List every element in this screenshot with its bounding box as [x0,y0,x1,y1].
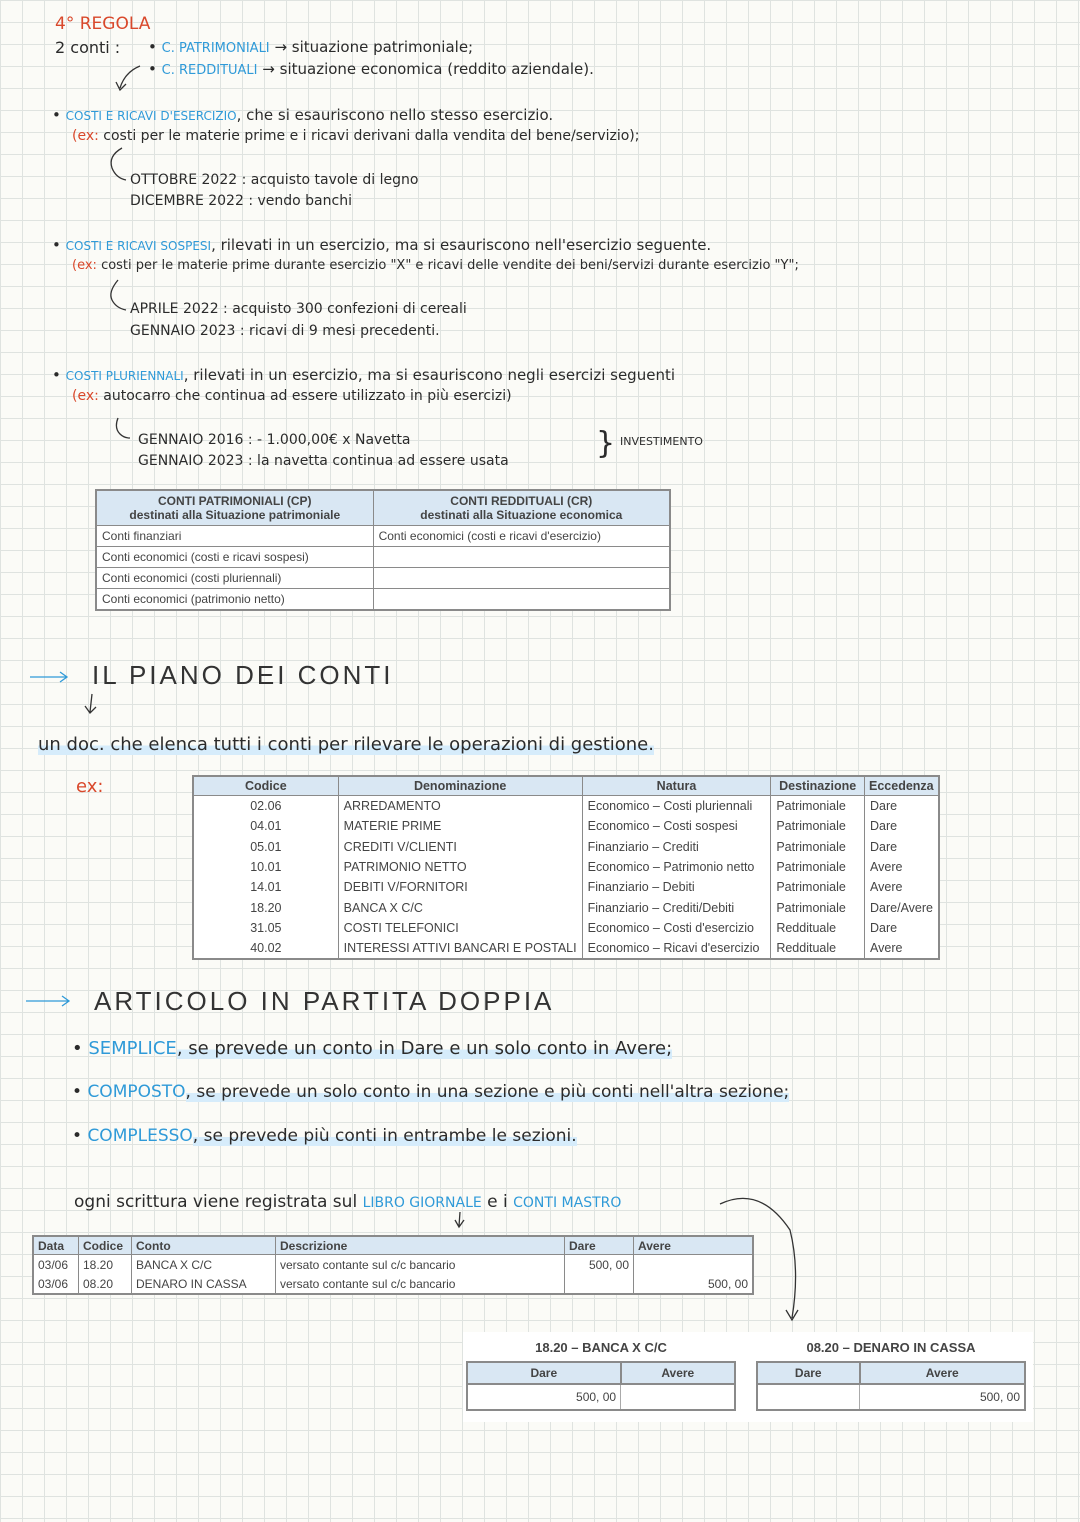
cp-label: C. PATRIMONIALI [161,41,270,56]
ex-label: (ex: [72,258,97,273]
item-head: COSTI E RICAVI SOSPESI [65,239,212,253]
brace-label: INVESTIMENTO [620,435,703,448]
col-header: CONTI REDDITUALI (CR) destinati alla Situazione economica [373,490,670,526]
col-header: Eccedenza [865,776,940,796]
piano-table-wrapper [192,775,940,960]
cp-line: • C. PATRIMONIALI → situazione patrimoniale; [148,38,474,56]
arrow-icon: → [262,60,275,78]
col-header: Codice [193,776,338,796]
table-row: Conti economici (costi pluriennali) [96,568,670,589]
ex-text: costi per le materie prime e i ricavi derivani dalla vendita del bene/servizio); [103,128,640,144]
col-header: Data [33,1236,79,1255]
giornale-table [32,1235,754,1295]
ex-label: (ex: [72,388,99,404]
item-pluriennali: • COSTI PLURIENNALI, rilevati in un esercizio, ma si esauriscono negli esercizi seguenti [52,366,675,384]
conti-label: 2 conti : [55,38,121,57]
example-line: OTTOBRE 2022 : acquisto tavole di legno [130,172,419,188]
col-header: Dare [565,1236,634,1255]
mastro-title: 18.20 – BANCA X C/C [535,1340,667,1355]
example-line: APRILE 2022 : acquisto 300 confezioni di cereali [130,301,467,317]
ex-text: costi per le materie prime durante esercizio "X" e ricavi delle vendite dei beni/servizi durante esercizio "Y"; [101,258,799,273]
mastro-banca [466,1340,736,1411]
mastro-table: Dare Avere 500, 00 [756,1361,1026,1411]
ex-text: autocarro che continua ad essere utilizzato in più esercizi) [103,388,512,404]
articolo-note: ogni scrittura viene registrata sul LIBRO GIORNALE e i CONTI MASTRO [74,1192,622,1212]
col-header: Denominazione [338,776,582,796]
example-line: GENNAIO 2016 : - 1.000,00€ x Navetta [138,432,411,448]
col-header: Codice [79,1236,132,1255]
mastro-cassa [756,1340,1026,1411]
col-header: CONTI PATRIMONIALI (CP) destinati alla Situazione patrimoniale [96,490,373,526]
item-text: , rilevati in un esercizio, ma si esauriscono negli esercizi seguenti [183,366,675,384]
piano-title: IL PIANO DEI CONTI [92,660,394,690]
example-line: DICEMBRE 2022 : vendo banchi [130,193,352,209]
table-row: 03/06 18.20 BANCA X C/C versato contante sul c/c bancario 500, 00 [33,1255,753,1275]
item-head: COSTI E RICAVI D'ESERCIZIO [65,109,237,123]
table-cp-cr-wrapper [95,489,671,611]
cp-desc: situazione patrimoniale; [291,38,474,56]
table-row: 04.01 MATERIE PRIME Economico – Costi sospesi Patrimoniale Dare [193,816,939,836]
brace-icon: } [596,426,616,461]
col-header: Conto [132,1236,276,1255]
mastro-title: 08.20 – DENARO IN CASSA [806,1340,976,1355]
table-row: 40.02 INTERESSI ATTIVI BANCARI E POSTALI Economico – Ricavi d'esercizio Reddituale Avere [193,938,939,959]
col-header: Natura [582,776,771,796]
item-text: , rilevati in un esercizio, ma si esauriscono nell'esercizio seguente. [211,236,712,254]
table-row: 10.01 PATRIMONIO NETTO Economico – Patrimonio netto Patrimoniale Avere [193,857,939,877]
giornale-wrapper [32,1235,754,1295]
col-header: Descrizione [276,1236,565,1255]
cr-label: C. REDDITUALI [161,63,258,78]
table-row: 05.01 CREDITI V/CLIENTI Finanziario – Crediti Patrimoniale Dare [193,837,939,857]
cr-desc: situazione economica (reddito aziendale). [279,60,594,78]
item-esercizio: • COSTI E RICAVI D'ESERCIZIO, che si esauriscono nello stesso esercizio. [52,106,554,124]
table-row: Conti economici (patrimonio netto) [96,589,670,611]
item-text: , che si esauriscono nello stesso esercizio. [236,106,554,124]
regola-title: 4° REGOLA [55,14,151,34]
piano-desc: un doc. che elenca tutti i conti per rilevare le operazioni di gestione. [38,734,654,755]
piano-table [192,775,940,960]
table-row: Conti finanziari Conti economici (costi e ricavi d'esercizio) [96,526,670,547]
table-row: 03/06 08.20 DENARO IN CASSA versato contante sul c/c bancario 500, 00 [33,1274,753,1294]
articolo-type: • SEMPLICE, se prevede un conto in Dare e un solo conto in Avere; [72,1038,673,1059]
arrow-icon: → [274,38,288,56]
ex-label: (ex: [72,128,99,144]
articolo-type: • COMPOSTO, se prevede un solo conto in una sezione e più conti nell'altra sezione; [72,1082,790,1102]
example-line: GENNAIO 2023 : ricavi di 9 mesi precedenti. [130,323,440,339]
table-row: 18.20 BANCA X C/C Finanziario – Crediti/Debiti Patrimoniale Dare/Avere [193,897,939,917]
col-header: Destinazione [771,776,865,796]
mastro-table: Dare Avere 500, 00 [466,1361,736,1411]
col-header: Avere [634,1236,754,1255]
articolo-type: • COMPLESSO, se prevede più conti in entrambe le sezioni. [72,1126,577,1146]
cr-line: • C. REDDITUALI → situazione economica (reddito aziendale). [148,60,594,78]
table-row: 31.05 COSTI TELEFONICI Economico – Costi d'esercizio Reddituale Dare [193,918,939,938]
table-cp-cr [95,489,671,611]
piano-ex-label: ex: [76,776,104,797]
example-line: GENNAIO 2023 : la navetta continua ad essere usata [138,453,509,469]
item-sospesi: • COSTI E RICAVI SOSPESI, rilevati in un esercizio, ma si esauriscono nell'esercizio seguente. [52,236,712,254]
table-row: Conti economici (costi e ricavi sospesi) [96,547,670,568]
table-row: 14.01 DEBITI V/FORNITORI Finanziario – Debiti Patrimoniale Avere [193,877,939,897]
table-row: 02.06 ARREDAMENTO Economico – Costi pluriennali Patrimoniale Dare [193,796,939,817]
item-head: COSTI PLURIENNALI [65,369,184,383]
articolo-title: ARTICOLO IN PARTITA DOPPIA [94,986,555,1016]
